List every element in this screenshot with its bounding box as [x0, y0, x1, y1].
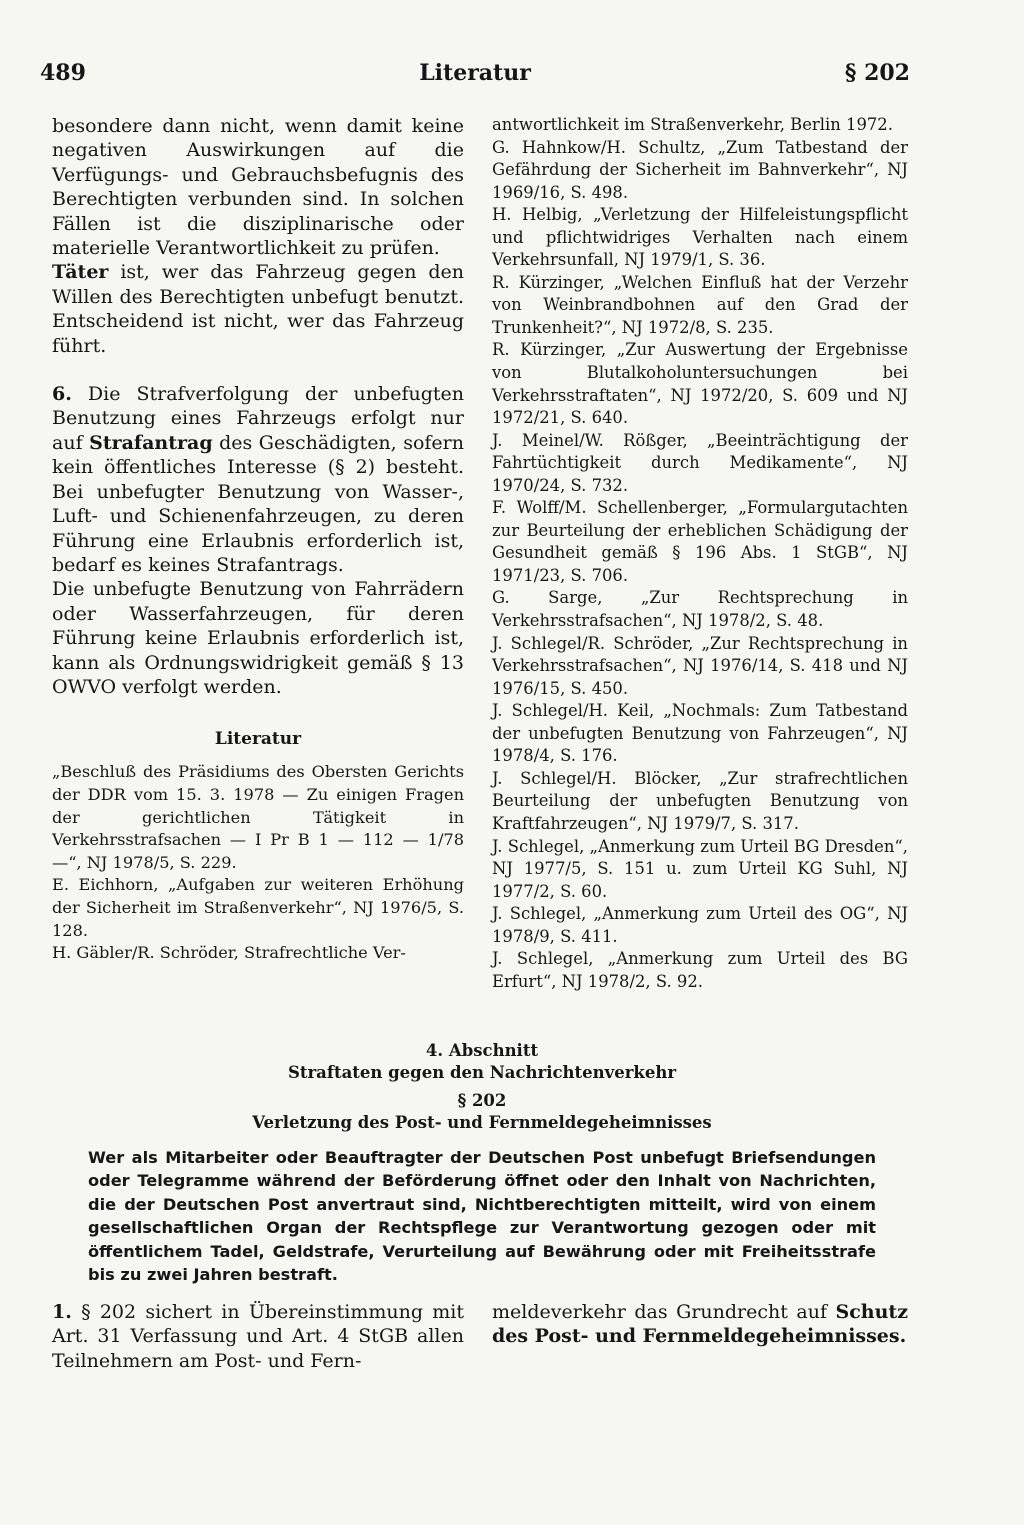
running-title: Literatur [419, 60, 531, 86]
abschnitt-number: 4. Abschnitt [425, 1041, 539, 1060]
left-column [52, 114, 464, 965]
reference-entry: F. Wolff/M. Schellenberger, „Formulargutachten zur Beurteilung der erheblichen Schädigung der Gesundheit gemäß § 196 Abs. 1 StGB“, NJ 1971/23, S. 706. [492, 498, 908, 585]
commentary-paragraph-1 [52, 1300, 464, 1373]
taeter-text: ist, wer das Fahrzeug gegen den Willen des Berechtigten unbefugt benutzt. Entscheidend ist nicht, wer das Fahrzeug führt. [52, 261, 464, 357]
reference-entry: E. Eichhorn, „Aufgaben zur weiteren Erhöhung der Sicherheit im Straßenverkehr“, NJ 1976/5, S. 128. [52, 875, 464, 940]
statute-text: Wer als Mitarbeiter oder Beauftragter der Deutschen Post unbefugt Briefsendungen oder Telegramme während der Beförderung öffnet oder den Inhalt von Nachrichten, die der Deutschen Post anvertraut sind, Nichtberechtigten mitteilt, wird von einem gesellschaftlichen Organ der Rechtspflege zur Verantwortung gezogen oder mit öffentlichem Tadel, Geldstrafe, Verurteilung auf Bewährung oder mit Freiheitsstrafe bis zu zwei Jahren bestraft. [88, 1148, 876, 1285]
section-block [52, 1040, 912, 1286]
paragraph-6-number: 6. [52, 383, 72, 406]
reference-entry: J. Schlegel, „Anmerkung zum Urteil des OG“, NJ 1978/9, S. 411. [492, 904, 908, 946]
commentary-left [52, 1300, 464, 1373]
reference-entry: G. Hahnkow/H. Schultz, „Zum Tatbestand der Gefährdung der Sicherheit im Bahnverkehr“, NJ 1969/16, S. 498. [492, 137, 908, 202]
commentary-number: 1. [52, 1301, 72, 1323]
paragraph-6-text-a: Die Strafverfolgung der unbefugten Benutzung eines Fahrzeugs erfolgt nur auf [52, 383, 464, 454]
reference-entry: H. Gäbler/R. Schröder, Strafrechtliche Ver- [52, 943, 406, 963]
right-column [492, 114, 908, 993]
commentary-left-text: § 202 sichert in Übereinstimmung mit Art. 31 Verfassung und Art. 4 StGB allen Teilnehmern am Post- und Fern- [52, 1301, 464, 1372]
commentary-paragraph-1-continued [492, 1300, 908, 1349]
term-strafantrag: Strafantrag [89, 431, 213, 454]
commentary-right-text: meldeverkehr das Grundrecht auf [492, 1301, 836, 1323]
paragraph-continuation: besondere dann nicht, wenn damit keine negativen Auswirkungen auf die Verfügungs- und Gebrauchsbefugnis des Berechtigten verbunden sind. In solchen Fällen ist die disziplinarische oder materielle Verantwortlichkeit zu prüfen. [52, 115, 464, 260]
reference-entry: H. Helbig, „Verletzung der Hilfeleistungspflicht und pflichtwidriges Verhalten nach einem Verkehrsunfall, NJ 1979/1, S. 36. [492, 205, 908, 270]
reference-entry: R. Kürzinger, „Zur Auswertung der Ergebnisse von Blutalkoholuntersuchungen bei Verkehrsstraftaten“, NJ 1972/20, S. 609 und NJ 1972/21, S. 640. [492, 340, 908, 428]
page-header [40, 60, 910, 94]
reference-entry: J. Schlegel, „Anmerkung zum Urteil des BG Erfurt“, NJ 1978/2, S. 92. [492, 949, 908, 991]
reference-entry: J. Schlegel, „Anmerkung zum Urteil BG Dresden“, NJ 1977/5, S. 151 u. zum Urteil KG Suhl, NJ 1977/2, S. 60. [492, 836, 908, 901]
page-number: 489 [40, 60, 86, 86]
term-post-geheimnis: Schutz des Post- und Fernmeldegeheimnisses. [492, 1301, 908, 1348]
reference-entry: J. Schlegel/R. Schröder, „Zur Rechtsprechung in Verkehrsstrafsachen“, NJ 1976/14, S. 418 und NJ 1976/15, S. 450. [492, 633, 908, 698]
paragraph-taeter [52, 260, 464, 358]
commentary-right [492, 1300, 908, 1349]
paragraph-6-text-b: des Geschädigten, sofern kein öffentliches Interesse (§ 2) besteht. Bei unbefugter Benutzung von Wasser-, Luft- und Schienenfahrzeugen, zu deren Führung eine Erlaubnis erforderlich ist, bedarf es keines Strafantrags. [52, 431, 465, 576]
reference-entry: J. Meinel/W. Rößger, „Beeinträchtigung der Fahrtüchtigkeit durch Medikamente“, NJ 1970/24, S. 732. [492, 430, 908, 495]
paragraph-6-continued: Die unbefugte Benutzung von Fahrrädern oder Wasserfahrzeugen, für deren Führung keine Erlaubnis erforderlich ist, kann als Ordnungswidrigkeit gemäß § 13 OWVO verfolgt werden. [52, 578, 464, 698]
paragraph-title: Verletzung des Post- und Fernmeldegeheimnisses [252, 1113, 712, 1132]
abschnitt-title: Straftaten gegen den Nachrichtenverkehr [287, 1063, 677, 1082]
reference-entry: G. Sarge, „Zur Rechtsprechung in Verkehrsstrafsachen“, NJ 1978/2, S. 48. [492, 588, 908, 631]
term-taeter: Täter [52, 261, 109, 284]
paragraph-number: § 202 [457, 1091, 507, 1110]
reference-entry: J. Schlegel/H. Keil, „Nochmals: Zum Tatbestand der unbefugten Benutzung von Fahrzeugen“, NJ 1978/4, S. 176. [492, 701, 908, 766]
paragraph-6 [52, 382, 464, 577]
reference-entry: J. Schlegel/H. Blöcker, „Zur strafrechtlichen Beurteilung der unbefugten Benutzung von Kraftfahrzeugen“, NJ 1979/7, S. 317. [492, 768, 908, 833]
reference-entry: R. Kürzinger, „Welchen Einfluß hat der Verzehr von Weinbrandbohnen auf den Grad der Trunkenheit?“, NJ 1972/8, S. 235. [492, 272, 908, 337]
literatur-heading: Literatur [214, 729, 302, 750]
section-marker: § 202 [844, 60, 910, 86]
reference-entry: antwortlichkeit im Straßenverkehr, Berlin 1972. [492, 115, 893, 134]
reference-entry: „Beschluß des Präsidiums des Obersten Gerichts der DDR vom 15. 3. 1978 — Zu einigen Fragen der gerichtlichen Tätigkeit in Verkehrsstrafsachen — I Pr B 1 — 112 — 1/78 —“, NJ 1978/5, S. 229. [52, 762, 464, 872]
